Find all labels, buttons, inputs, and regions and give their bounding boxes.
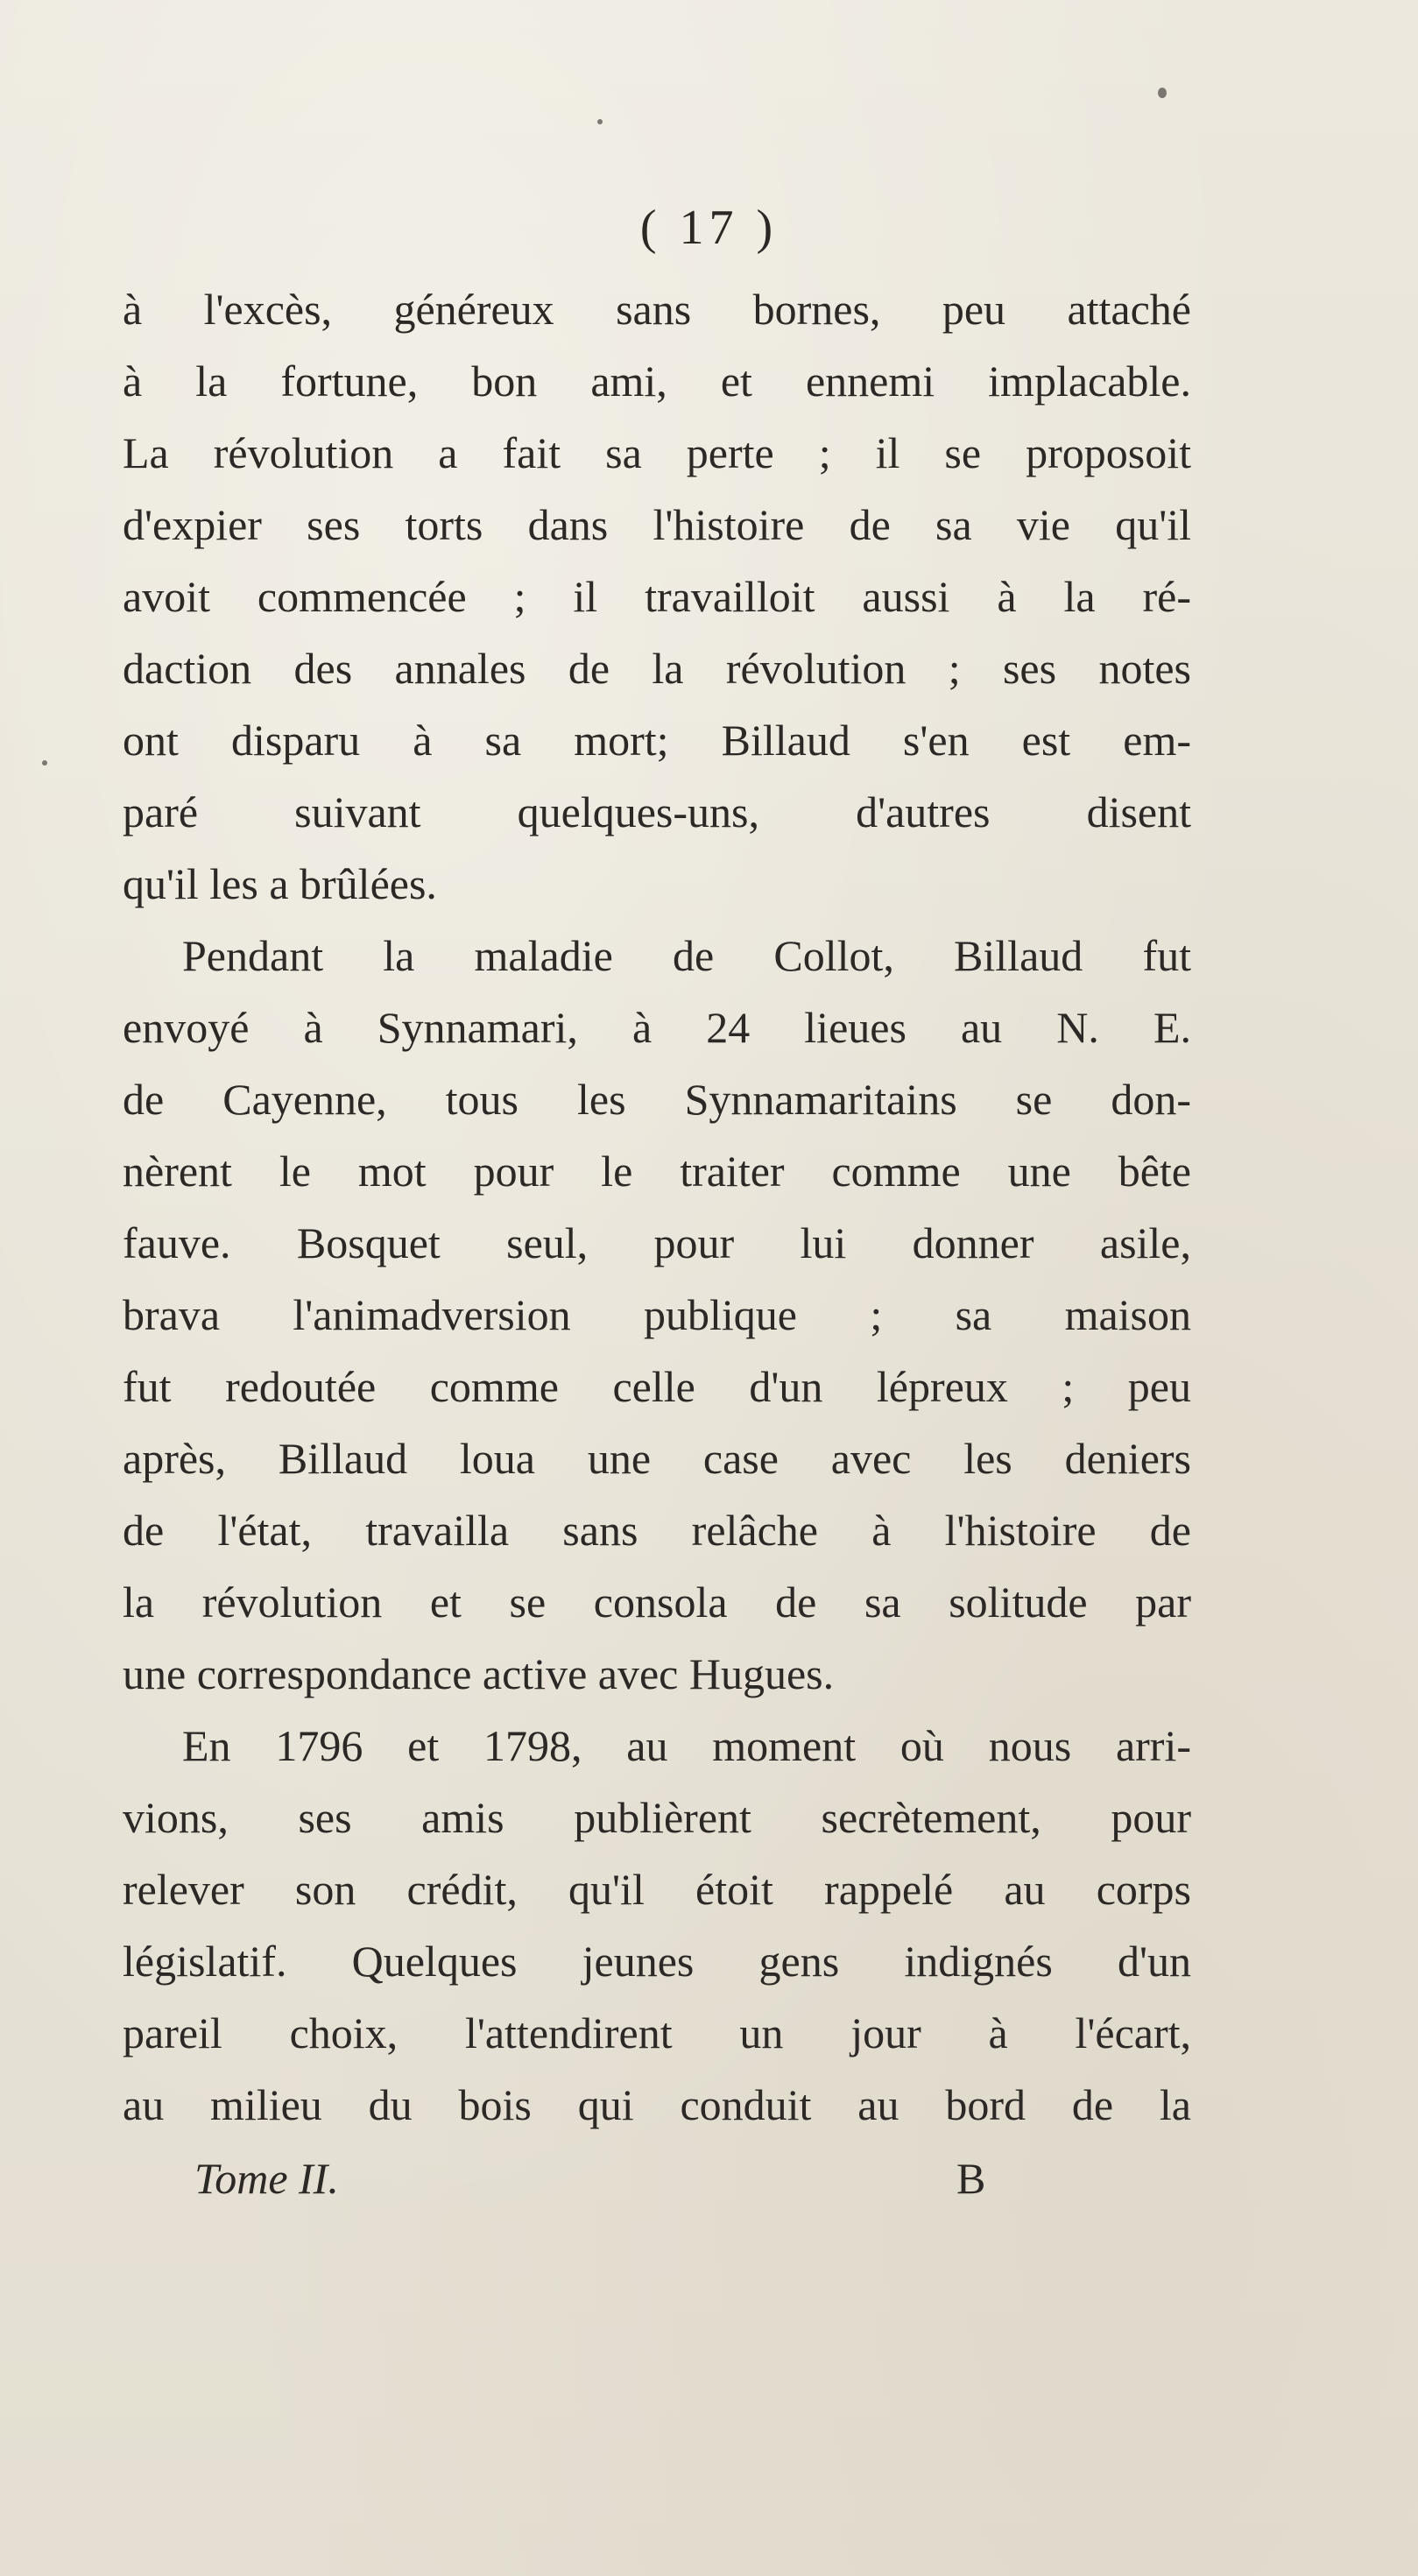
ink-speck	[42, 760, 47, 766]
text-line: relever son crédit, qu'il étoit rappelé au corps	[123, 1865, 1191, 1914]
ink-speck	[1158, 88, 1167, 98]
text-line: au milieu du bois qui conduit au bord de la	[123, 2080, 1191, 2129]
body-text	[123, 273, 1191, 2141]
text-line: fut redoutée comme celle d'un lépreux ; peu	[123, 1362, 1191, 1411]
text-line: brava l'animadversion publique ; sa maison	[123, 1290, 1191, 1339]
text-line: La révolution a fait sa perte ; il se proposoit	[123, 428, 1191, 477]
text-line: avoit commencée ; il travailloit aussi à la ré-	[123, 572, 1191, 621]
signature-mark: B	[956, 2154, 986, 2203]
text-line: envoyé à Synnamari, à 24 lieues au N. E.	[123, 1003, 1191, 1052]
text-line: nèrent le mot pour le traiter comme une bête	[123, 1147, 1191, 1196]
text-line: d'expier ses torts dans l'histoire de sa vie qu'il	[123, 500, 1191, 549]
text-line: après, Billaud loua une case avec les deniers	[123, 1434, 1191, 1483]
text-line: de l'état, travailla sans relâche à l'histoire de	[123, 1506, 1191, 1555]
text-line: pareil choix, l'attendirent un jour à l'écart,	[123, 2008, 1191, 2057]
page-number: ( 17 )	[639, 201, 779, 255]
text-line: à l'excès, généreux sans bornes, peu attaché	[123, 285, 1191, 334]
text-line: à la fortune, bon ami, et ennemi implacable.	[123, 356, 1191, 406]
paragraph-start-line: Pendant la maladie de Collot, Billaud fut	[182, 931, 1191, 980]
ink-speck	[597, 119, 603, 124]
text-line: de Cayenne, tous les Synnamaritains se don-	[123, 1075, 1191, 1124]
text-line: législatif. Quelques jeunes gens indignés d'un	[123, 1937, 1191, 1986]
volume-label: Tome II.	[194, 2154, 339, 2203]
text-line: ont disparu à sa mort; Billaud s'en est em-	[123, 716, 1191, 765]
text-line: qu'il les a brûlées.	[123, 859, 437, 908]
text-line: fauve. Bosquet seul, pour lui donner asile,	[123, 1218, 1191, 1267]
paragraph-start-line: En 1796 et 1798, au moment où nous arri-	[182, 1721, 1191, 1770]
text-line: daction des annales de la révolution ; ses notes	[123, 644, 1191, 693]
page-footer	[194, 2153, 986, 2223]
text-line: une correspondance active avec Hugues.	[123, 1649, 835, 1698]
text-line: paré suivant quelques-uns, d'autres disent	[123, 787, 1191, 836]
text-line: vions, ses amis publièrent secrètement, pour	[123, 1793, 1191, 1842]
text-line: la révolution et se consola de sa solitude par	[123, 1577, 1191, 1627]
